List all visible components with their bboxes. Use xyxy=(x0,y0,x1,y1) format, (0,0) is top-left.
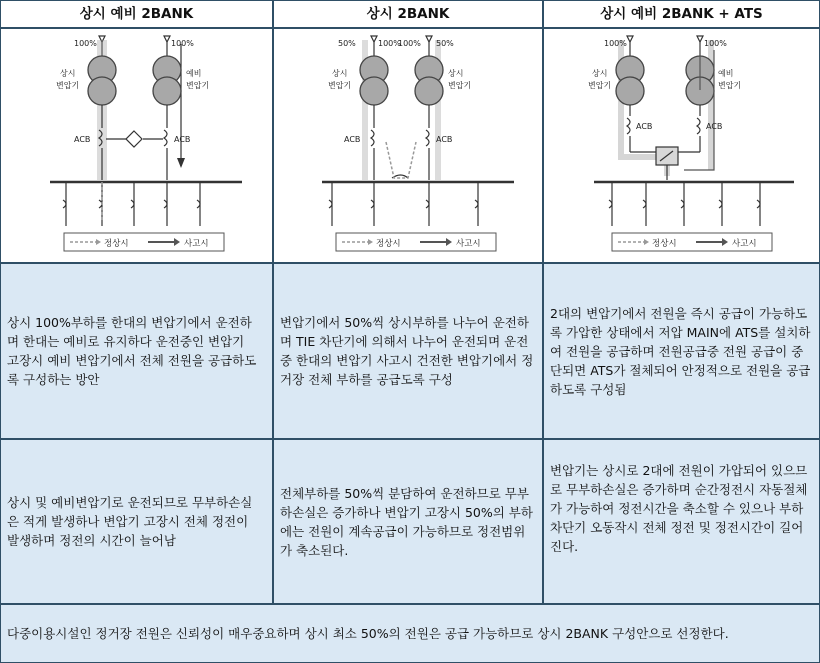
diagram-normal-2bank xyxy=(308,30,530,258)
diagram-3-label-left-1: 상시 xyxy=(592,69,608,78)
diagram-3-legend-normal: 정상시 xyxy=(652,239,677,249)
diagram-3-pct-left: 100% xyxy=(604,39,627,48)
diagram-1-acb-right: ACB xyxy=(174,135,191,144)
evaluation-cell-1 xyxy=(1,440,272,603)
description-text-1: 상시 100%부하를 한대의 변압기에서 운전하며 한대는 예비로 유지하다 운전중인 변압기 고장시 예비 변압기에서 전체 전원을 공급하도록 구성하는 방안 xyxy=(7,315,257,387)
diagram-2-svg xyxy=(308,30,530,258)
conclusion-text: 다중이용시설인 정거장 전원은 신뢰성이 매우중요하며 상시 최소 50%의 전원은 공급 가능하므로 상시 2BANK 구성안으로 선정한다. xyxy=(7,626,729,641)
diagram-1-legend xyxy=(64,233,224,251)
header-standby-2bank-ats: 상시 예비 2BANK + ATS xyxy=(544,1,819,27)
diagram-3-pct-right: 100% xyxy=(704,39,727,48)
diagram-3-legend xyxy=(612,233,772,251)
diagram-1-pct-left: 100% xyxy=(74,39,97,48)
diagram-3-svg xyxy=(584,30,806,258)
diagram-1-acb-left: ACB xyxy=(74,135,91,144)
diagram-2-legend-normal: 정상시 xyxy=(376,239,401,249)
diagram-1-label-right-1: 예비 xyxy=(186,69,202,78)
diagram-1-legend-normal: 정상시 xyxy=(104,239,129,249)
diagram-2-acb-left: ACB xyxy=(344,135,361,144)
diagram-2-legend xyxy=(336,233,496,251)
diagram-3-label-right-2: 변압기 xyxy=(718,81,742,90)
diagram-2-label-right-2: 변압기 xyxy=(448,81,472,90)
diagram-3-acb-right: ACB xyxy=(706,122,723,131)
diagram-1-label-left-1: 상시 xyxy=(60,69,76,78)
evaluation-text-1: 상시 및 예비변압기로 운전되므로 무부하손실은 적게 발생하나 변압기 고장시 전체 정전이 발생하며 정전의 시간이 늘어남 xyxy=(7,495,253,548)
diagram-1-legend-fault: 사고시 xyxy=(184,239,209,249)
diagram-standby-2bank xyxy=(36,30,258,258)
diagram-1-svg xyxy=(36,30,258,258)
header-standby-2bank: 상시 예비 2BANK xyxy=(1,1,272,27)
description-cell-3 xyxy=(544,264,819,438)
evaluation-cell-3 xyxy=(544,440,819,603)
diagram-2-pct-r1: 100% xyxy=(398,39,421,48)
diagram-1-label-left-2: 변압기 xyxy=(56,81,80,90)
description-cell-1 xyxy=(1,264,272,438)
header-normal-2bank: 상시 2BANK xyxy=(274,1,542,27)
diagram-2-pct-l1: 50% xyxy=(338,39,356,48)
diagram-2-acb-right: ACB xyxy=(436,135,453,144)
description-cell-2 xyxy=(274,264,542,438)
diagram-3-label-right-1: 예비 xyxy=(718,69,734,78)
diagram-2-label-left-2: 변압기 xyxy=(328,81,352,90)
conclusion-cell xyxy=(1,605,819,662)
diagram-3-acb-left: ACB xyxy=(636,122,653,131)
description-text-2: 변압기에서 50%씩 상시부하를 나누어 운전하며 TIE 차단기에 의해서 나누어 운전되며 운전중 한대의 변압기 사고시 건전한 변압기에서 정거장 전체 부하를 공급도록 구성 xyxy=(280,315,534,387)
diagram-2-pct-l2: 100% xyxy=(378,39,401,48)
evaluation-cell-2 xyxy=(274,440,542,603)
diagram-standby-2bank-ats xyxy=(584,30,806,258)
diagram-2-label-right-1: 상시 xyxy=(448,69,464,78)
evaluation-text-3: 변압기는 상시로 2대에 전원이 가압되어 있으므로 무부하손실은 증가하며 순간정전시 자동절체가 가능하여 정전시간을 축소할 수 있으나 부하차단기 오동작시 전체 정전 및 정전시간이 길어진다. xyxy=(550,463,808,554)
diagram-2-legend-fault: 사고시 xyxy=(456,239,481,249)
description-text-3: 2대의 변압기에서 전원을 즉시 공급이 가능하도록 가압한 상태에서 저압 MAIN에 ATS를 설치하여 전원을 공급하며 전원공급중 전원 공급이 중단되면 ATS가 절체되어 안정적으로 전원을 공급하도록 구성됨 xyxy=(550,305,811,397)
diagram-2-label-left-1: 상시 xyxy=(332,69,348,78)
evaluation-text-2: 전체부하를 50%씩 분담하여 운전하므로 무부하손실은 증가하나 변압기 고장시 50%의 부하에는 전원이 계속공급이 가능하므로 정전범위가 축소된다. xyxy=(280,485,533,558)
diagram-2-pct-r2: 50% xyxy=(436,39,454,48)
diagram-3-legend-fault: 사고시 xyxy=(732,239,757,249)
diagram-1-label-right-2: 변압기 xyxy=(186,81,210,90)
diagram-1-pct-right: 100% xyxy=(171,39,194,48)
diagram-3-label-left-2: 변압기 xyxy=(588,81,612,90)
